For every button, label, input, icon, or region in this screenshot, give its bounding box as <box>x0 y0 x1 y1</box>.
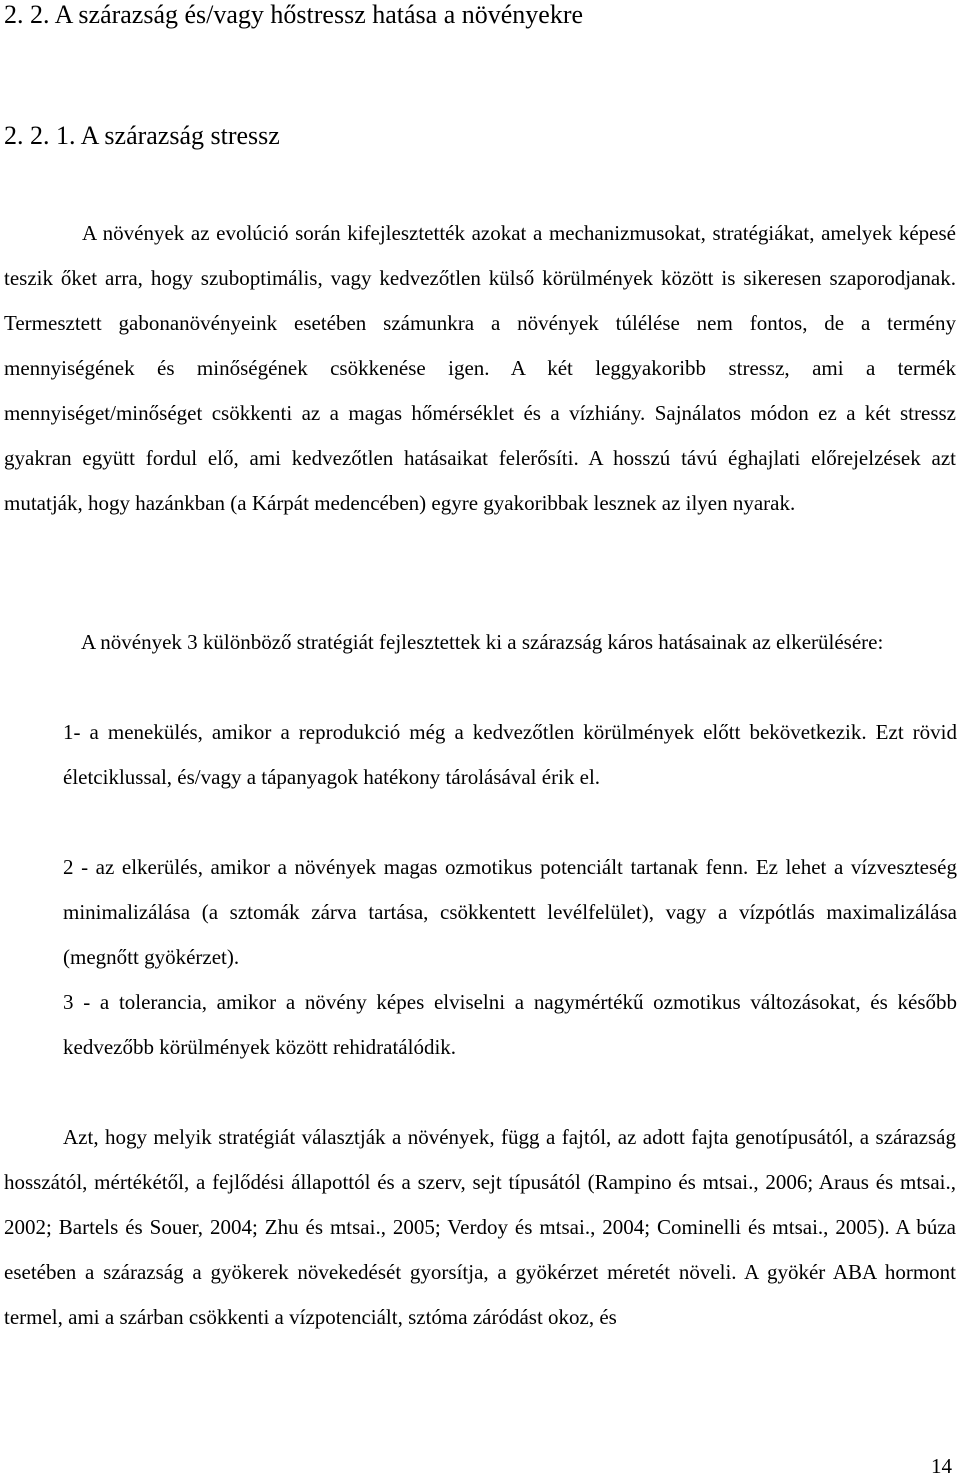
list-item: 2 - az elkerülés, amikor a növények magas ozmotikus potenciált tartanak fenn. Ez lehet a vízveszteség minimalizálása (a sztomák zárva tartása, csökkentett levélfelület), vagy a vízpótlás maximalizálása (megnőtt gyökérzet). <box>63 855 957 969</box>
page-number: 14 <box>931 1454 952 1478</box>
strategy-list <box>63 845 957 980</box>
subsection-heading: 2. 2. 1. A szárazság stressz <box>4 121 280 150</box>
paragraph-choice: Azt, hogy melyik stratégiát választják a növények, függ a fajtól, az adott fajta genotípusától, a szárazság hosszától, mértékétől, a fejlődési állapottól és a szerv, sejt típusától (Rampino és mtsai., 2006; Araus és mtsai., 2002; Bartels és Souer, 2004; Zhu és mtsai., 2005; Verdoy és mtsai., 2004; Cominelli és mtsai., 2005). A búza esetében a szárazság a gyökerek növekedését gyorsítja, a gyökérzet méretét növeli. A gyökér ABA hormont termel, ami a szárban csökkenti a vízpotenciált, sztóma záródást okoz, és <box>4 1125 956 1329</box>
list-item: 3 - a tolerancia, amikor a növény képes elviselni a nagymértékű ozmotikus változásokat, és később kedvezőbb körülmények között rehidratálódik. <box>63 990 957 1059</box>
paragraph-strategies: A növények 3 különböző stratégiát fejlesztettek ki a szárazság káros hatásainak az elkerülésére: <box>81 630 884 654</box>
strategy-list <box>63 710 957 800</box>
section-heading: 2. 2. A szárazság és/vagy hőstressz hatása a növényekre <box>4 0 584 29</box>
strategy-list <box>63 980 957 1070</box>
list-item: 1- a menekülés, amikor a reprodukció még a kedvezőtlen körülmények előtt bekövetkezik. Ezt rövid életciklussal, és/vagy a tápanyagok hatékony tárolásával érik el. <box>63 720 957 789</box>
paragraph-intro: A növények az evolúció során kifejlesztették azokat a mechanizmusokat, stratégiákat, amelyek képesé teszik őket arra, hogy szuboptimális, vagy kedvezőtlen külső körülmények között is sikeresen szaporodjanak. Termesztett gabonanövényeink esetében számunkra a növények túlélése nem fontos, de a termény mennyiségének és minőségének csökkenése igen. A két leggyakoribb stressz, ami a termék mennyiséget/minőséget csökkenti az a magas hőmérséklet és a vízhiány. Sajnálatos módon ez a két stressz gyakran együtt fordul elő, ami kedvezőtlen hatásaikat felerősíti. A hosszú távú éghajlati előrejelzések azt mutatják, hogy hazánkban (a Kárpát medencében) egyre gyakoribbak lesznek az ilyen nyarak. <box>4 221 956 515</box>
